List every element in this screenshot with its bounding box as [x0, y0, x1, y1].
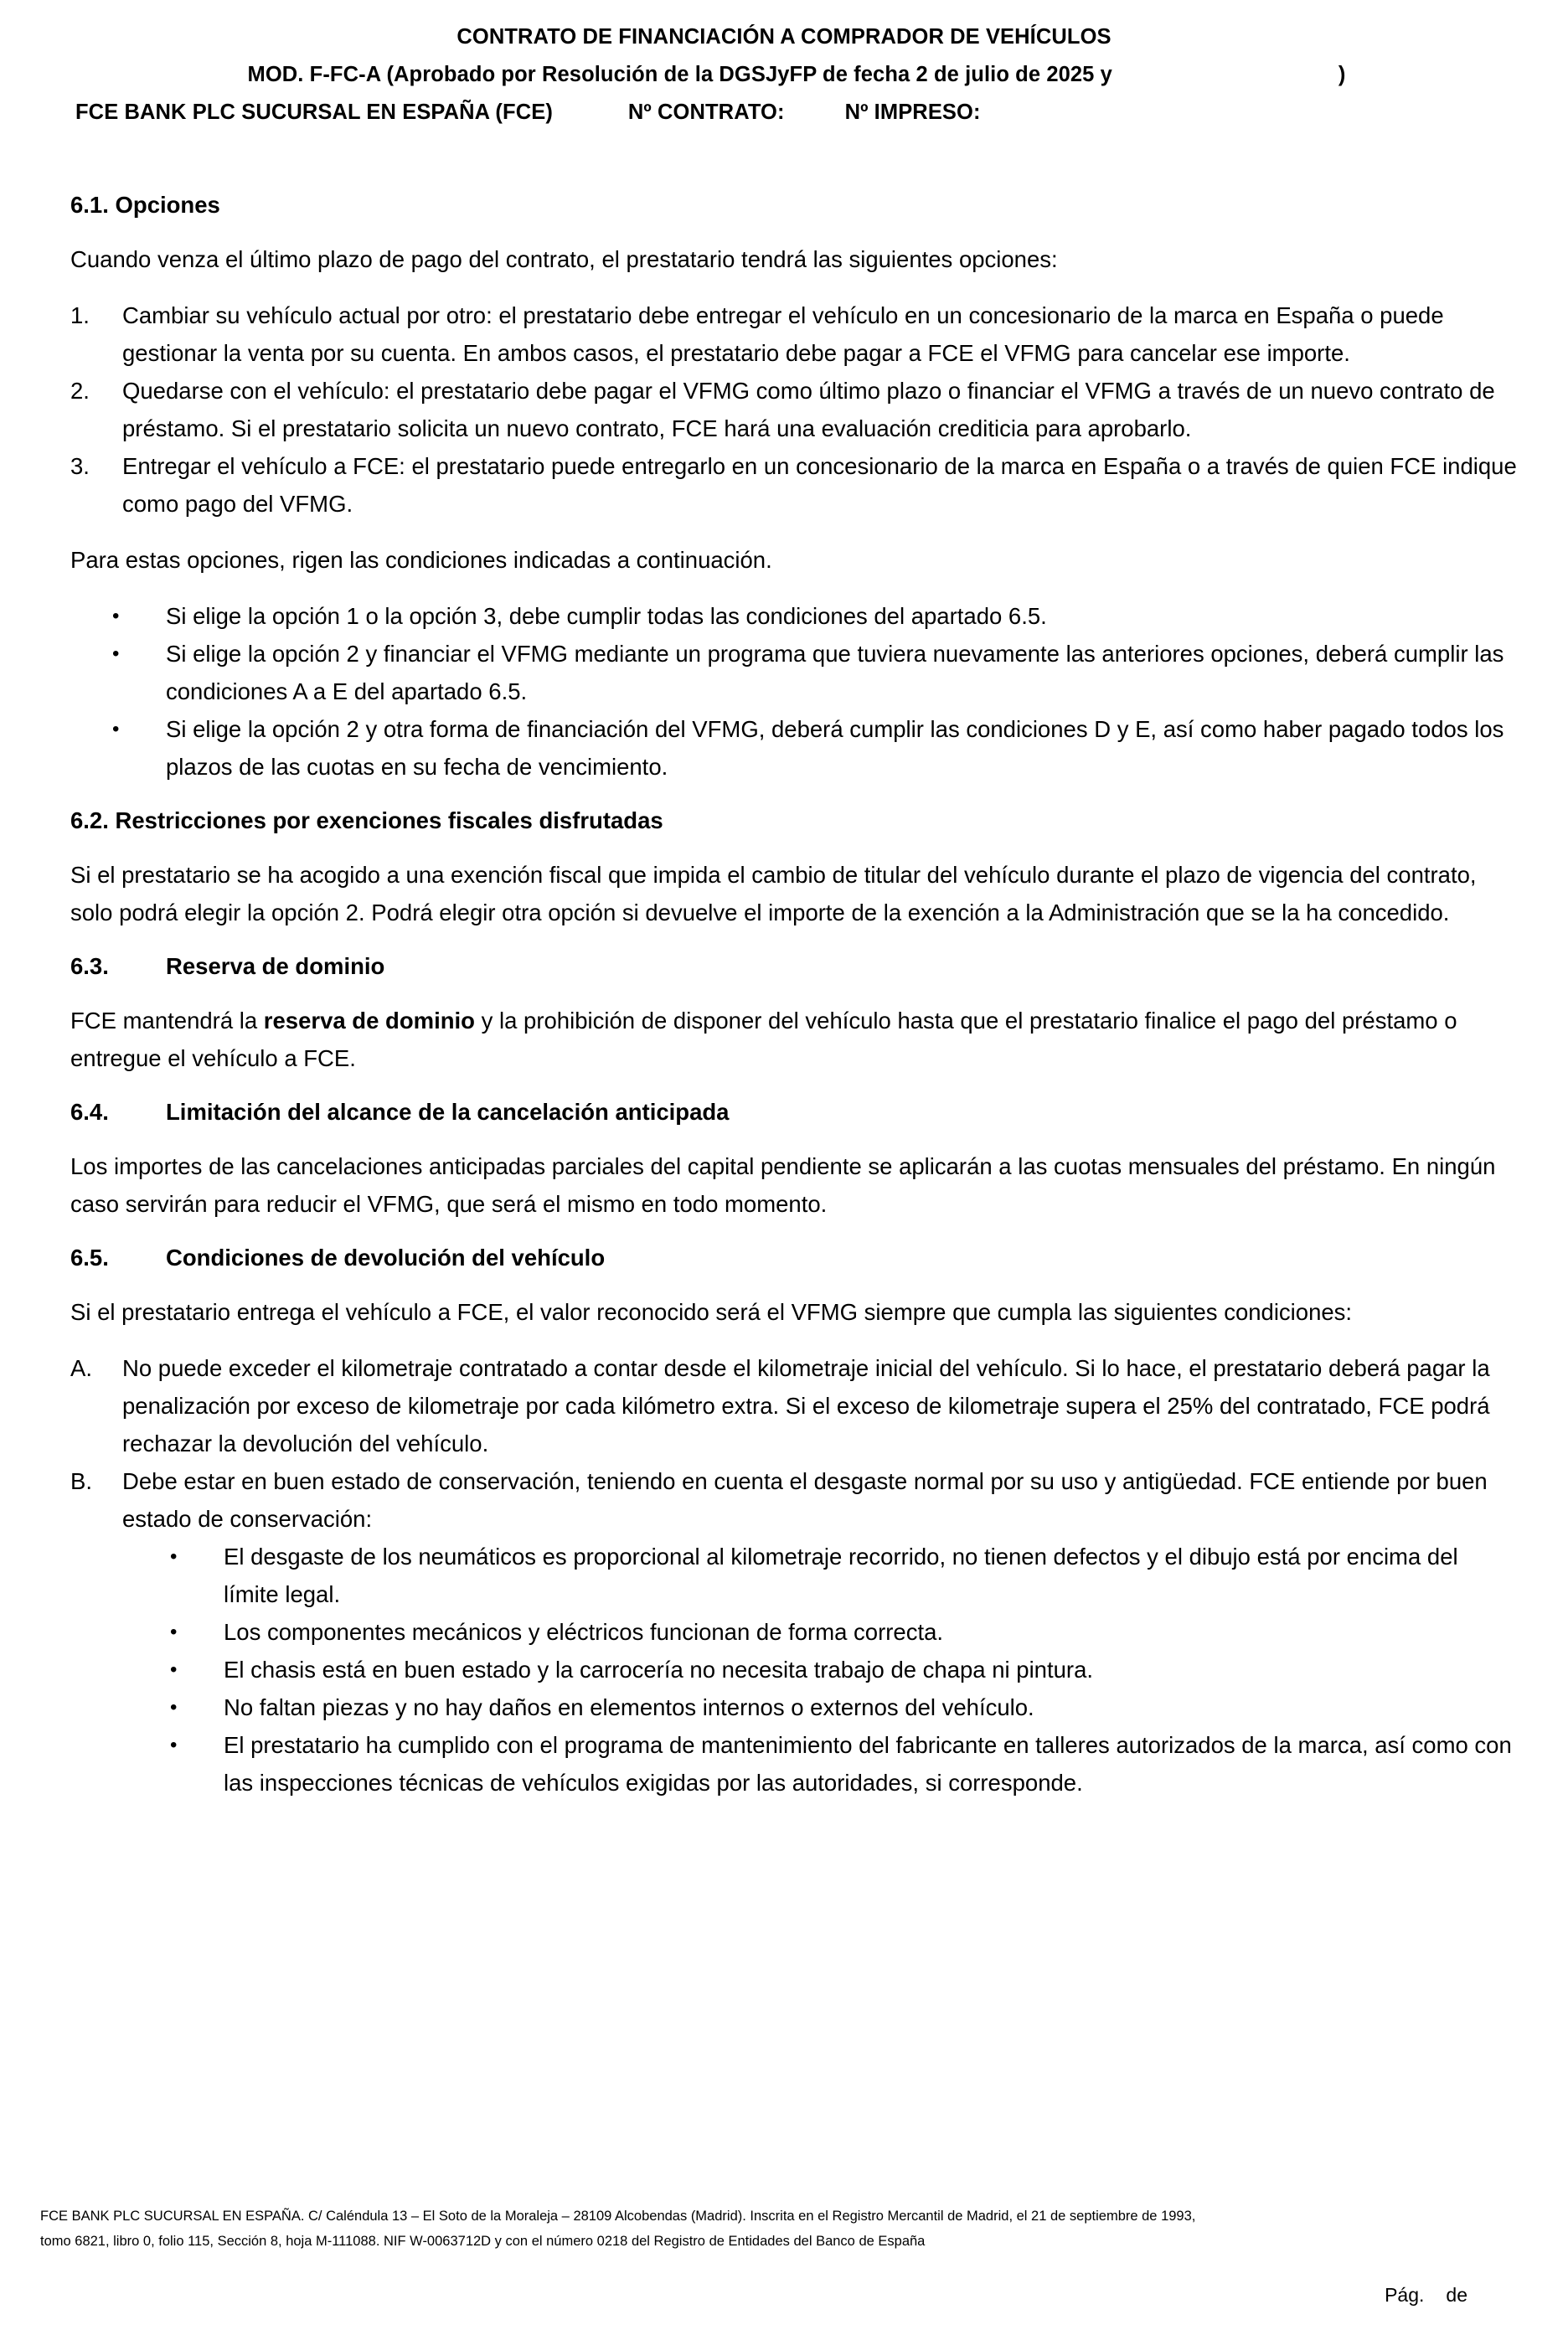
bullet-icon: • — [112, 718, 120, 740]
list-item-text: El desgaste de los neumáticos es proporcional al kilometraje recorrido, no tienen defectos y el dibujo está por encima del límite legal. — [224, 1544, 1458, 1607]
list-item — [70, 447, 1518, 523]
list-item — [112, 635, 1518, 710]
list-item-text: Cambiar su vehículo actual por otro: el prestatario debe entregar el vehículo en un concesionario de la marca en España o puede gestionar la venta por su cuenta. En ambos casos, el prestatario debe pagar a FCE el VFMG para cancelar ese importe. — [122, 302, 1444, 366]
section-6-1-conditions-intro: Para estas opciones, rigen las condiciones indicadas a continuación. — [70, 547, 772, 573]
list-item-text: Quedarse con el vehículo: el prestatario debe pagar el VFMG como último plazo o financiar el VFMG a través de un nuevo contrato de préstamo. Si el prestatario solicita un nuevo contrato, FCE hará una evaluación crediticia para aprobarlo. — [122, 378, 1495, 441]
page-label: Pág. — [1385, 2284, 1425, 2306]
section-number: 6.3. — [70, 953, 109, 979]
section-title: Limitación del alcance de la cancelación anticipada — [166, 1099, 730, 1125]
return-conditions-list — [70, 1349, 1518, 1802]
list-item — [170, 1688, 1518, 1726]
list-item — [70, 1349, 1518, 1462]
bullet-icon: • — [170, 1545, 178, 1568]
list-item-text: El prestatario ha cumplido con el programa de mantenimiento del fabricante en talleres autorizados de la marca, así como con las inspecciones técnicas de vehículos exigidas por las autoridades, si corresponde. — [224, 1732, 1512, 1796]
list-item — [112, 597, 1518, 635]
form-number-label: Nº IMPRESO: — [844, 101, 981, 124]
contract-number-label: Nº CONTRATO: — [627, 101, 785, 124]
page-of-label: de — [1446, 2284, 1467, 2306]
list-item-text: Si elige la opción 2 y financiar el VFMG mediante un programa que tuviera nuevamente las anteriores opciones, deberá cumplir las condiciones A a E del apartado 6.5. — [166, 641, 1504, 704]
section-6-4-body: Los importes de las cancelaciones anticipadas parciales del capital pendiente se aplicarán a las cuotas mensuales del préstamo. En ningún caso servirán para reducir el VFMG, que será el mismo en todo momento. — [70, 1153, 1496, 1217]
document-body — [0, 188, 1568, 1802]
entity-name: FCE BANK PLC SUCURSAL EN ESPAÑA (FCE) — [75, 101, 553, 124]
footer-legal-line-2: tomo 6821, libro 0, folio 115, Sección 8, hoja M-111088. NIF W-0063712D y con el número 0218 del Registro de Entidades del Banco de España — [40, 2234, 926, 2249]
list-item — [112, 710, 1518, 786]
bullet-icon: • — [112, 642, 120, 665]
list-item-text: Entregar el vehículo a FCE: el prestatario puede entregarlo en un concesionario de la marca en España o a través de quien FCE indique como pago del VFMG. — [122, 453, 1517, 517]
document-entity-line — [0, 94, 1568, 131]
list-item — [170, 1726, 1518, 1802]
section-6-1-intro: Cuando venza el último plazo de pago del contrato, el prestatario tendrá las siguientes opciones: — [70, 246, 1058, 272]
conservation-bullet-list — [122, 1538, 1518, 1802]
list-item — [170, 1651, 1518, 1688]
document-model-line — [0, 56, 1568, 94]
list-item-text: Los componentes mecánicos y eléctricos funcionan de forma correcta. — [224, 1619, 944, 1645]
model-close-paren: ) — [1338, 63, 1346, 86]
model-approval-text: MOD. F-FC-A (Aprobado por Resolución de la DGSJyFP de fecha 2 de julio de 2025 y — [247, 63, 1112, 86]
section-6-3-text-part2: y la prohibición de disponer del vehículo hasta que el prestatario finalice el pago del préstamo o entregue el vehículo a FCE. — [70, 1008, 1457, 1071]
list-item-text: No faltan piezas y no hay daños en elementos internos o externos del vehículo. — [224, 1694, 1034, 1720]
section-heading-6-1: 6.1. Opciones — [70, 192, 220, 218]
list-item-text: Si elige la opción 2 y otra forma de financiación del VFMG, deberá cumplir las condiciones D y E, así como haber pagado todos los plazos de las cuotas en su fecha de vencimiento. — [166, 716, 1504, 780]
bullet-icon: • — [170, 1696, 178, 1719]
list-item — [170, 1538, 1518, 1613]
bullet-icon: • — [170, 1621, 178, 1643]
document-title: CONTRATO DE FINANCIACIÓN A COMPRADOR DE VEHÍCULOS — [456, 25, 1112, 49]
bullet-icon: • — [170, 1658, 178, 1681]
section-heading-6-4 — [70, 1095, 1518, 1129]
list-marker: A. — [70, 1355, 92, 1381]
section-title: Reserva de dominio — [166, 953, 385, 979]
list-item-text: Si elige la opción 1 o la opción 3, debe cumplir todas las condiciones del apartado 6.5. — [166, 603, 1047, 629]
list-marker: B. — [70, 1468, 92, 1494]
document-header — [0, 0, 1568, 131]
section-6-3-body — [70, 1002, 1518, 1077]
conditions-bullet-list — [70, 597, 1518, 786]
list-item-text: El chasis está en buen estado y la carrocería no necesita trabajo de chapa ni pintura. — [224, 1657, 1094, 1683]
page-number — [40, 2284, 1518, 2307]
footer-legal-line-1: FCE BANK PLC SUCURSAL EN ESPAÑA. C/ Caléndula 13 – El Soto de la Moraleja – 28109 Alcobendas (Madrid). Inscrita en el Registro Mercantil de Madrid, el 21 de septiembre de 1993, — [40, 2209, 1196, 2224]
list-item — [170, 1613, 1518, 1651]
section-6-3-text-part1: FCE mantendrá la — [70, 1008, 264, 1034]
section-heading-6-5 — [70, 1241, 1518, 1275]
options-list — [70, 296, 1518, 523]
section-6-3-emphasis: reserva de dominio — [263, 1008, 475, 1034]
bullet-icon: • — [112, 605, 120, 627]
list-item — [70, 296, 1518, 372]
section-title: Condiciones de devolución del vehículo — [166, 1245, 606, 1271]
section-6-2-body: Si el prestatario se ha acogido a una exención fiscal que impida el cambio de titular del vehículo durante el plazo de vigencia del contrato, solo podrá elegir la opción 2. Podrá elegir otra opción si devuelve el importe de la exención a la Administración que se la ha concedido. — [70, 862, 1477, 925]
list-marker: 2. — [70, 378, 90, 404]
list-marker: 3. — [70, 453, 90, 479]
list-item — [70, 372, 1518, 447]
list-item — [70, 1462, 1518, 1802]
list-item-text: Debe estar en buen estado de conservación, teniendo en cuenta el desgaste normal por su uso y antigüedad. FCE entiende por buen estado de conservación: — [122, 1468, 1488, 1532]
list-marker: 1. — [70, 302, 90, 328]
section-number: 6.5. — [70, 1245, 109, 1271]
section-6-5-intro: Si el prestatario entrega el vehículo a FCE, el valor reconocido será el VFMG siempre que cumpla las siguientes condiciones: — [70, 1299, 1353, 1325]
bullet-icon: • — [170, 1734, 178, 1756]
section-number: 6.4. — [70, 1099, 109, 1125]
document-footer — [0, 2204, 1568, 2325]
list-item-text: No puede exceder el kilometraje contratado a contar desde el kilometraje inicial del vehículo. Si lo hace, el prestatario deberá pagar la penalización por exceso de kilometraje por cada kilómetro extra. Si el exceso de kilometraje supera el 25% del contratado, FCE podrá rechazar la devolución del vehículo. — [122, 1355, 1490, 1456]
section-heading-6-3 — [70, 950, 1518, 983]
section-heading-6-2: 6.2. Restricciones por exenciones fiscales disfrutadas — [70, 807, 663, 833]
